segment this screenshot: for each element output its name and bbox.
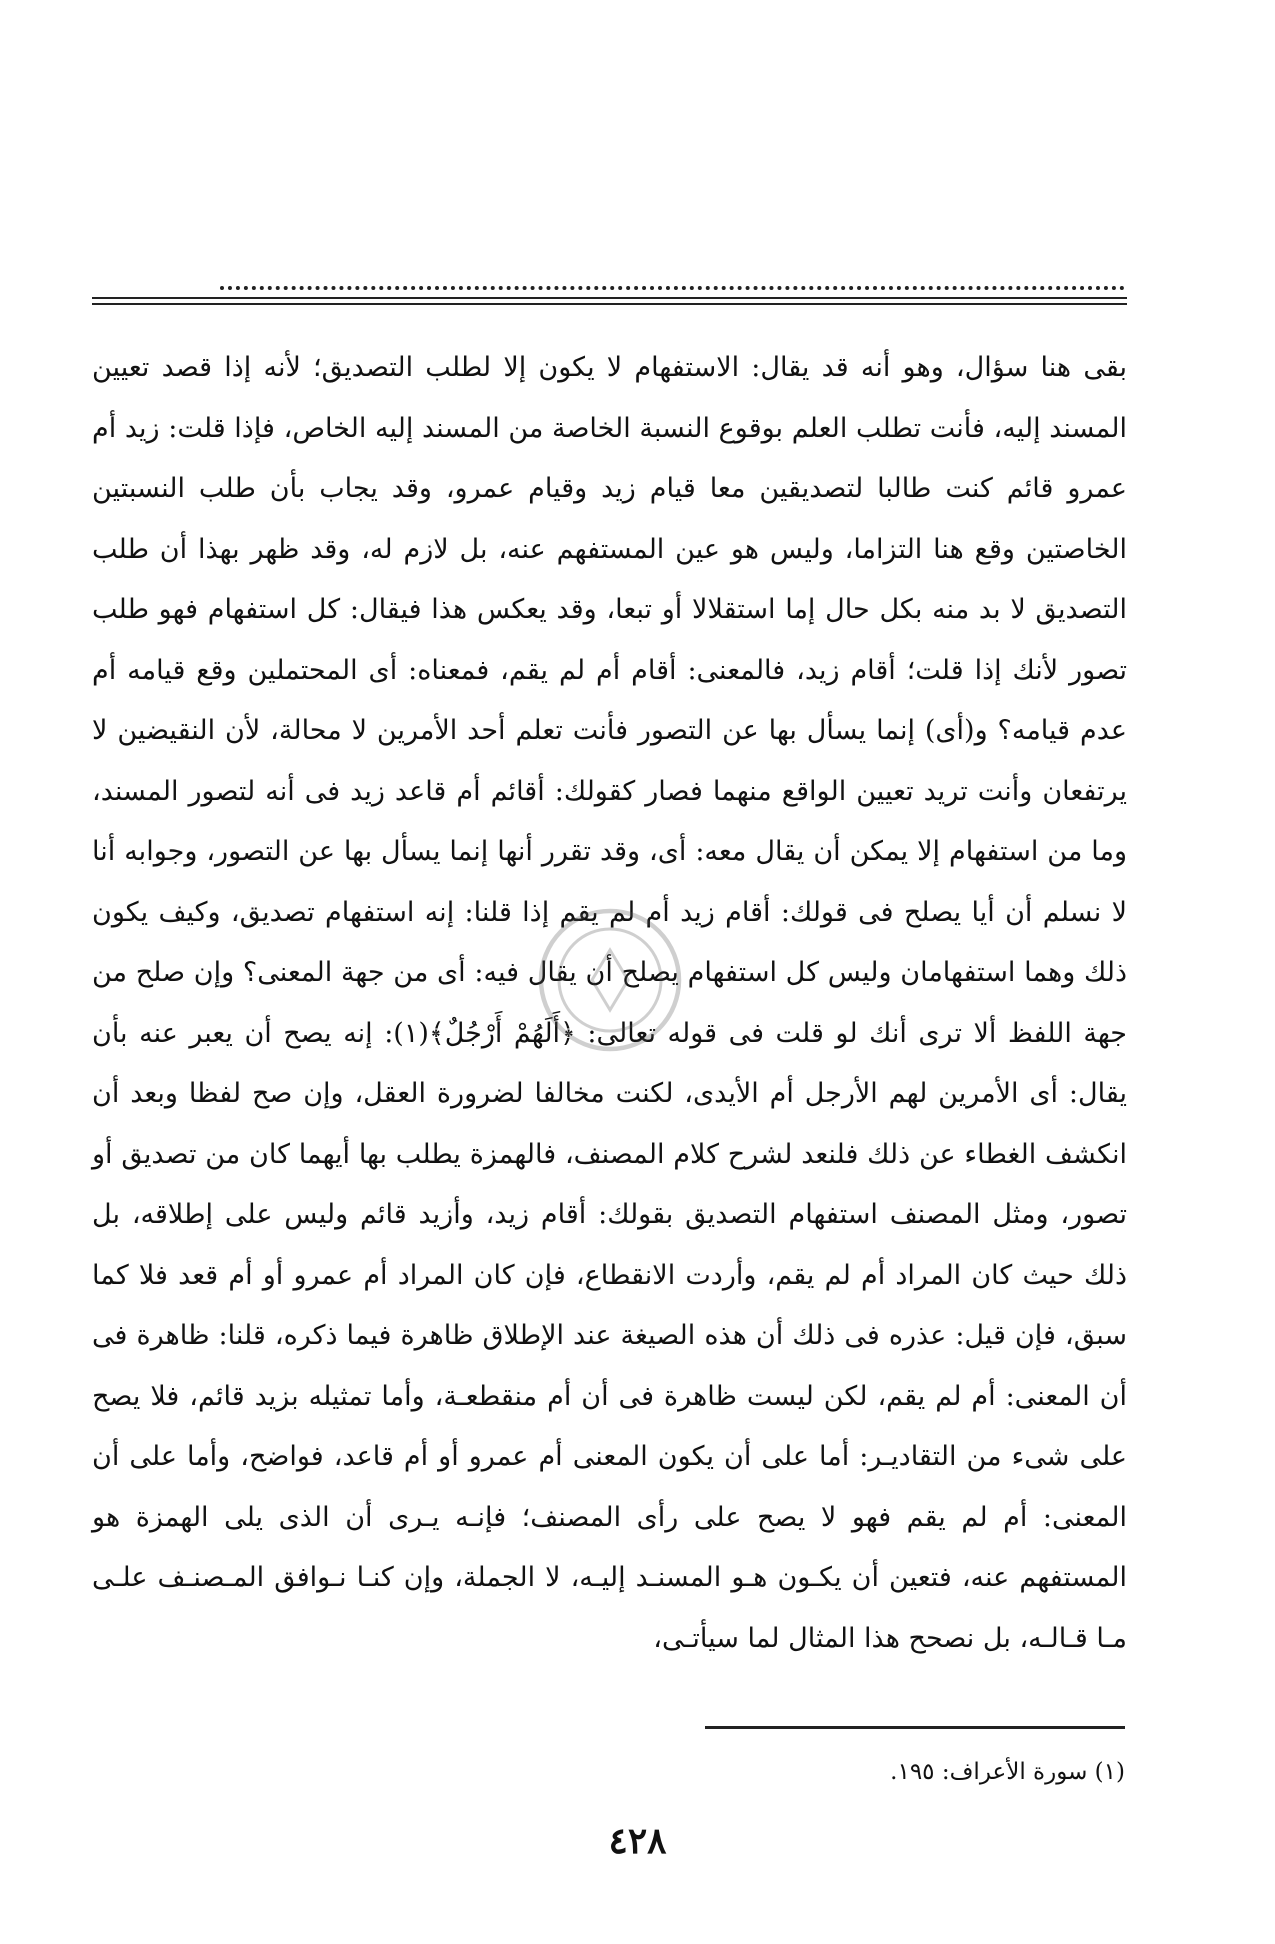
dotted-header-rule [220, 286, 1125, 290]
main-paragraph: بقى هنا سؤال، وهو أنه قد يقال: الاستفهام لا يكون إلا لطلب التصديق؛ لأنه إذا قصد تعيين المسند إليه، فأنت تطلب العلم بوقوع النسبة الخاصة من المسند إليه الخاص، فإذا قلت: زيد أم عمرو قائم كنت طالبا لتصديقين معا قيام زيد وقيام عمرو، وقد يجاب بأن طلب النسبتين الخاصتين وقع هنا التزاما، وليس هو عين المستفهم عنه، بل لازم له، وقد ظهر بهذا أن طلب التصديق لا بد منه بكل حال إما استقلالا أو تبعا، وقد يعكس هذا فيقال: كل استفهام فهو طلب تصور لأنك إذا قلت؛ أقام زيد، فالمعنى: أقام أم لم يقم، فمعناه: أى المحتملين وقع قيامه أم عدم قيامه؟ و(أى) إنما يسأل بها عن التصور فأنت تعلم أحد الأمرين لا محالة، لأن النقيضين لا يرتفعان وأنت تريد تعيين الواقع منهما فصار كقولك: أقائم أم قاعد زيد فى أنه لتصور المسند، وما من استفهام إلا يمكن أن يقال معه: أى، وقد تقرر أنها إنما يسأل بها عن التصور، وجوابه أنا لا نسلم أن أيا يصلح فى قولك: أقام زيد أم لم يقم إذا قلنا: إنه استفهام تصديق، وكيف يكون ذلك وهما استفهامان وليس كل استفهام يصلح أن يقال فيه: أى من جهة المعنى؟ وإن صلح من جهة اللفظ ألا ترى أنك لو قلت فى قوله تعالى: ﴿أَلَهُمْ أَرْجُلٌ﴾(١): إنه يصح أن يعبر عنه بأن يقال: أى الأمرين لهم الأرجل أم الأيدى، لكنت مخالفا لضرورة العقل، وإن صح لفظا وبعد أن انكشف الغطاء عن ذلك فلنعد لشرح كلام المصنف، فالهمزة يطلب بها أيهما كان من تصديق أو تصور، ومثل المصنف استفهام التصديق بقولك: أقام زيد، وأزيد قائم وليس على إطلاقه، بل ذلك حيث كان المراد أم لم يقم، وأردت الانقطاع، فإن كان المراد أم عمرو أو أم قعد فلا كما سبق، فإن قيل: عذره فى ذلك أن هذه الصيغة عند الإطلاق ظاهرة فيما ذكره، قلنا: ظاهرة فى أن المعنى: أم لم يقم، لكن ليست ظاهرة فى أن أم منقطعـة، وأما تمثيله بزيد قائم، فلا يصح على شىء من التقاديـر: أما على أن يكون المعنى أم عمرو أو أم قاعد، فواضح، وأما على أن المعنى: أم لم يقم فهو لا يصح على رأى المصنف؛ فإنـه يـرى أن الذى يلى الهمزة هو المستفهم عنه، فتعين أن يكـون هـو المسنـد إليـه، لا الجملة، وإن كنـا نـوافق المـصنـف علـى مـا قـالـه، بل نصحح هذا المثال لما سيأتـى، [92, 352, 1127, 1654]
page-number: ٤٢٨ [608, 1820, 667, 1862]
footnote: (١) سورة الأعراف: ١٩٥. [890, 1759, 1125, 1785]
body-text [92, 338, 1127, 1669]
header-rule-top [92, 297, 1127, 299]
footnote-separator [705, 1726, 1125, 1729]
header-rule-bottom [92, 303, 1127, 305]
